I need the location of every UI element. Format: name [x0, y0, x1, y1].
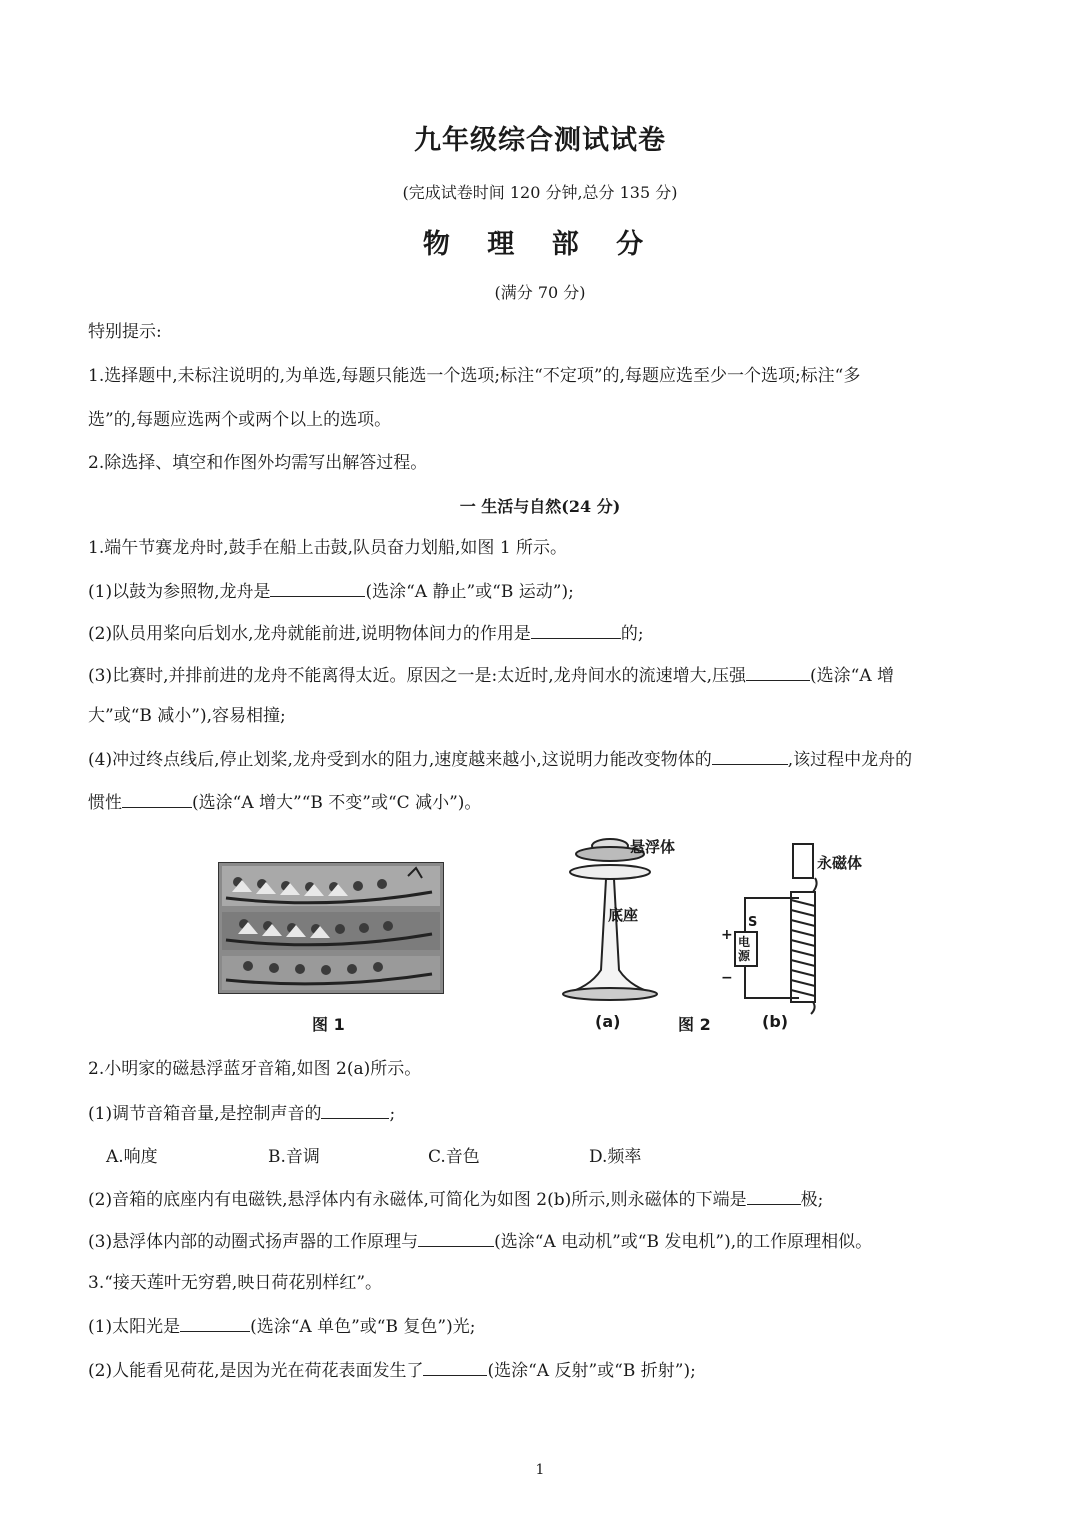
q1-part3-cont: 大”或“B 减小”),容易相撞; — [88, 706, 286, 726]
notes-heading: 特别提示: — [88, 322, 162, 342]
q1-part3-choice: (选涂“A 增 — [810, 666, 895, 686]
q2-part2 — [88, 1186, 823, 1212]
q2-part3-text: (3)悬浮体内部的动圈式扬声器的工作原理与 — [88, 1232, 419, 1252]
answer-blank[interactable] — [531, 620, 621, 639]
q1-stem: 1.端午节赛龙舟时,鼓手在船上击鼓,队员奋力划船,如图 1 所示。 — [88, 538, 568, 558]
q1-part3 — [88, 662, 894, 688]
notes-line-3: 2.除选择、填空和作图外均需写出解答过程。 — [88, 453, 428, 473]
q2-part2-text: (2)音箱的底座内有电磁铁,悬浮体内有永磁体,可简化为如图 2(b)所示,则永磁体的下端是 — [88, 1190, 747, 1210]
fig2-caption: 图 2 — [678, 1015, 711, 1034]
q2-part3-choice: (选涂“A 电动机”或“B 发电机”),的工作原理相似。 — [494, 1232, 873, 1252]
answer-blank[interactable] — [418, 1228, 494, 1247]
q3-part2-choice: (选涂“A 反射”或“B 折射”); — [487, 1361, 696, 1381]
levitator-label: 悬浮体 — [630, 838, 676, 856]
fig2b-label: (b) — [762, 1012, 789, 1031]
q3-stem: 3.“接天莲叶无穷碧,映日荷花别样红”。 — [88, 1273, 383, 1293]
answer-blank[interactable] — [746, 662, 810, 681]
q2-part3 — [88, 1228, 872, 1254]
q2-part1 — [88, 1100, 395, 1126]
q1-part2-text: (2)队员用桨向后划水,龙舟就能前进,说明物体间力的作用是 — [88, 624, 531, 644]
q2-part1-text: (1)调节音箱音量,是控制声音的 — [88, 1104, 322, 1124]
option-d[interactable]: D.频率 — [589, 1147, 642, 1167]
q1-part4 — [88, 746, 912, 772]
plus-terminal: + — [721, 927, 733, 943]
base-label: 底座 — [608, 906, 639, 924]
q1-part4-text: (4)冲过终点线后,停止划桨,龙舟受到水的阻力,速度越来越小,这说明力能改变物体的 — [88, 750, 712, 770]
section-title: 物 理 部 分 — [422, 229, 658, 260]
dragon-boat-photo — [218, 862, 444, 994]
part-heading: 一 生活与自然(24 分) — [459, 497, 621, 516]
q1-part4-mid: ,该过程中龙舟的 — [787, 750, 913, 770]
minus-terminal: − — [721, 970, 733, 986]
q2-stem: 2.小明家的磁悬浮蓝牙音箱,如图 2(a)所示。 — [88, 1059, 422, 1079]
answer-blank[interactable] — [122, 789, 192, 808]
answer-blank[interactable] — [712, 746, 788, 765]
option-a[interactable]: A.响度 — [106, 1147, 158, 1167]
page-number: 1 — [535, 1462, 545, 1478]
answer-blank[interactable] — [747, 1186, 801, 1205]
answer-blank[interactable] — [321, 1100, 389, 1119]
q1-part3-text: (3)比赛时,并排前进的龙舟不能离得太近。原因之一是:太近时,龙舟间水的流速增大,压强 — [88, 666, 747, 686]
fig1-caption: 图 1 — [312, 1015, 345, 1034]
answer-blank[interactable] — [423, 1357, 487, 1376]
option-c[interactable]: C.音色 — [428, 1147, 480, 1167]
notes-line-2: 选”的,每题应选两个或两个以上的选项。 — [88, 410, 392, 430]
q3-part1-text: (1)太阳光是 — [88, 1317, 181, 1337]
q2-part2-tail: 极; — [800, 1190, 824, 1210]
exam-title: 九年级综合测试试卷 — [414, 125, 666, 156]
q1-part1-text: (1)以鼓为参照物,龙舟是 — [88, 582, 271, 602]
coil-s-label: S — [748, 915, 758, 930]
section-score: (满分 70 分) — [494, 283, 586, 302]
answer-blank[interactable] — [180, 1313, 250, 1332]
fig2a-label: (a) — [595, 1012, 621, 1031]
q1-part4-choice: (选涂“A 增大”“B 不变”或“C 减小”)。 — [192, 793, 482, 813]
power-label-1: 电 — [738, 935, 751, 949]
q1-part1 — [88, 578, 574, 604]
power-label-2: 源 — [738, 949, 751, 963]
exam-time-info: (完成试卷时间 120 分钟,总分 135 分) — [402, 183, 678, 202]
notes-line-1: 1.选择题中,未标注说明的,为单选,每题只能选一个选项;标注“不定项”的,每题应选至少一个选项;标注“多 — [88, 366, 861, 386]
magnet-label: 永磁体 — [817, 854, 863, 872]
q3-part2 — [88, 1357, 696, 1383]
q1-part4-cont — [88, 789, 481, 815]
q1-part4-inertia: 惯性 — [88, 793, 122, 813]
q1-part1-choice: (选涂“A 静止”或“B 运动”); — [365, 582, 574, 602]
option-b[interactable]: B.音调 — [268, 1147, 320, 1167]
answer-blank[interactable] — [270, 578, 365, 597]
figures-area — [210, 830, 890, 1040]
q1-part2-tail: 的; — [620, 624, 644, 644]
q2-part1-tail: ; — [389, 1104, 396, 1124]
q3-part2-text: (2)人能看见荷花,是因为光在荷花表面发生了 — [88, 1361, 424, 1381]
q1-part2 — [88, 620, 644, 646]
q3-part1-choice: (选涂“A 单色”或“B 复色”)光; — [250, 1317, 476, 1337]
q3-part1 — [88, 1313, 475, 1339]
